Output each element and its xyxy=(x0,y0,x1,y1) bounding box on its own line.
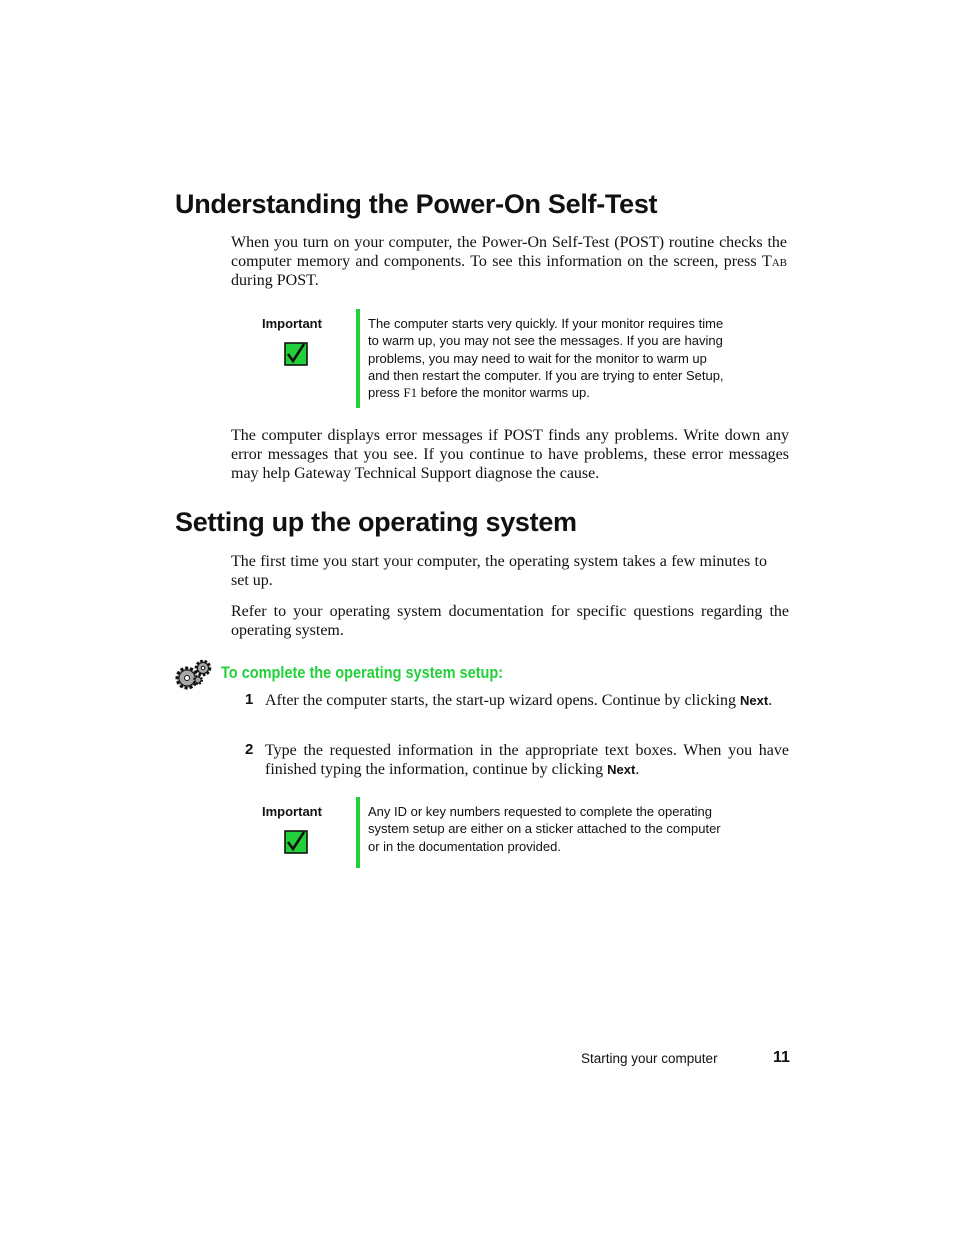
next-ui-label: Next xyxy=(739,693,769,708)
important-note-text: Any ID or key numbers requested to complete the operating system setup are either on a sticker attached to the computer or in the documentation provided. xyxy=(368,804,721,854)
gears-icon xyxy=(174,659,214,693)
important-label: Important xyxy=(262,804,322,819)
checkmark-icon xyxy=(284,342,308,366)
key-f1: F1 xyxy=(403,385,418,401)
post-errors-paragraph: The computer displays error messages if POST finds any problems. Write down any error messages that you see. If you continue to have problems, these error messages may help Gateway Technical Support diagnose the cause. xyxy=(231,427,789,482)
os-docs-paragraph: Refer to your operating system documentation for specific questions regarding the operating system. xyxy=(231,603,789,639)
important-label: Important xyxy=(262,316,322,331)
procedure-title: To complete the operating system setup: xyxy=(221,664,504,682)
note-bar xyxy=(356,309,360,408)
post-intro-paragraph: When you turn on your computer, the Power-On Self-Test (POST) routine checks the computer memory and components. To see this information on the screen, press Tab during POST. xyxy=(231,234,787,289)
section-heading-post: Understanding the Power-On Self-Test xyxy=(175,189,658,219)
step-number: 2 xyxy=(245,741,254,758)
next-ui-label: Next xyxy=(607,762,636,777)
footer-chapter: Starting your computer xyxy=(581,1051,718,1066)
checkmark-icon xyxy=(284,830,308,854)
step-text: After the computer starts, the start-up wizard opens. Continue by clicking Next. xyxy=(265,692,773,709)
step-text: Type the requested information in the appropriate text boxes. When you have finished typing the information, continue by clicking Next. xyxy=(265,742,789,778)
page-number: 11 xyxy=(773,1049,790,1066)
key-tab: Tab xyxy=(761,253,787,270)
important-note-text: The computer starts very quickly. If your monitor requires time to warm up, you may not see the messages. If you are having problems, you may need to wait for the monitor to warm up and then restart the computer. If you are trying to enter Setup, press F1 before the monitor warms up. xyxy=(368,316,724,401)
step-number: 1 xyxy=(245,691,254,708)
os-intro-paragraph: The first time you start your computer, the operating system takes a few minutes to set up. xyxy=(231,553,767,589)
section-heading-os: Setting up the operating system xyxy=(175,507,577,537)
note-bar xyxy=(356,797,360,868)
